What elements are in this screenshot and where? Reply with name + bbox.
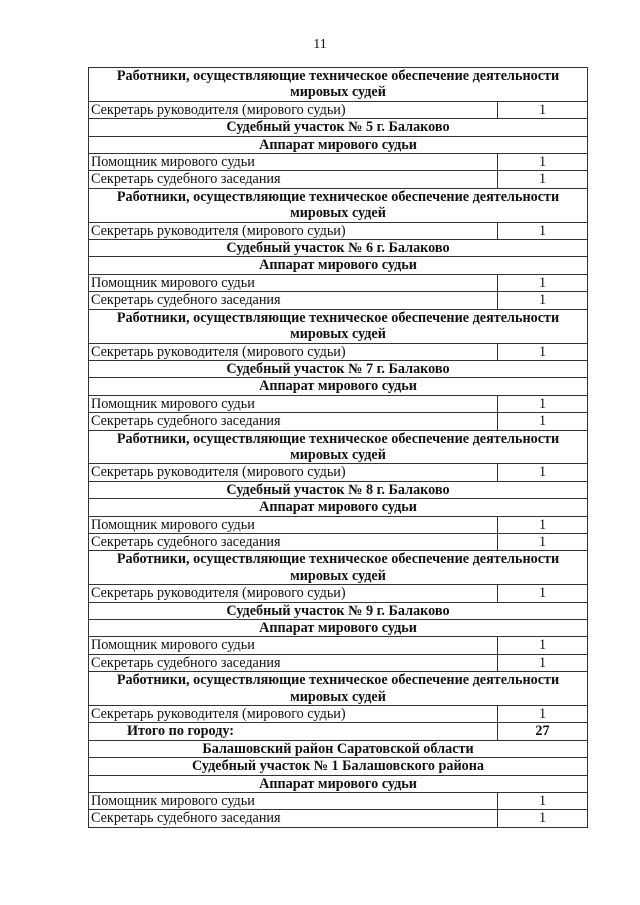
position-name: Секретарь руководителя (мирового судьи) <box>89 464 498 481</box>
section-header: Судебный участок № 1 Балашовского района <box>89 758 588 775</box>
position-name: Секретарь судебного заседания <box>89 654 498 671</box>
section-header: Аппарат мирового судьи <box>89 499 588 516</box>
position-count: 1 <box>497 222 587 239</box>
section-header: Работники, осуществляющие техническое обеспечение деятельности мировых судей <box>89 672 588 706</box>
section-header-row <box>89 136 588 153</box>
position-count: 1 <box>497 637 587 654</box>
total-label: Итого по городу: <box>89 723 498 740</box>
table-row <box>89 706 588 723</box>
section-header-row <box>89 240 588 257</box>
section-header-row <box>89 481 588 498</box>
table-row <box>89 464 588 481</box>
position-name: Секретарь руководителя (мирового судьи) <box>89 222 498 239</box>
table-row <box>89 274 588 291</box>
section-header: Аппарат мирового судьи <box>89 378 588 395</box>
position-name: Помощник мирового судьи <box>89 793 498 810</box>
position-name: Секретарь судебного заседания <box>89 292 498 309</box>
position-name: Секретарь руководителя (мирового судьи) <box>89 101 498 118</box>
position-count: 1 <box>497 810 587 827</box>
total-value: 27 <box>497 723 587 740</box>
table-row <box>89 585 588 602</box>
position-count: 1 <box>497 395 587 412</box>
position-count: 1 <box>497 706 587 723</box>
table-row <box>89 637 588 654</box>
section-header: Работники, осуществляющие техническое обеспечение деятельности мировых судей <box>89 188 588 222</box>
table-row <box>89 810 588 827</box>
position-name: Помощник мирового судьи <box>89 395 498 412</box>
table-row <box>89 343 588 360</box>
position-count: 1 <box>497 274 587 291</box>
position-name: Помощник мирового судьи <box>89 274 498 291</box>
staff-table <box>88 67 588 828</box>
section-header-row <box>89 672 588 706</box>
section-header-row <box>89 378 588 395</box>
position-name: Секретарь судебного заседания <box>89 533 498 550</box>
section-header: Аппарат мирового судьи <box>89 136 588 153</box>
position-name: Секретарь судебного заседания <box>89 810 498 827</box>
position-name: Помощник мирового судьи <box>89 637 498 654</box>
position-count: 1 <box>497 171 587 188</box>
section-header-row <box>89 309 588 343</box>
staff-table-body <box>89 68 588 828</box>
section-header: Аппарат мирового судьи <box>89 257 588 274</box>
position-name: Секретарь руководителя (мирового судьи) <box>89 706 498 723</box>
section-header-row <box>89 499 588 516</box>
table-row <box>89 154 588 171</box>
position-count: 1 <box>497 793 587 810</box>
table-row <box>89 533 588 550</box>
position-count: 1 <box>497 413 587 430</box>
position-name: Секретарь судебного заседания <box>89 413 498 430</box>
page-number: 11 <box>313 37 327 52</box>
position-count: 1 <box>497 154 587 171</box>
section-header: Работники, осуществляющие техническое обеспечение деятельности мировых судей <box>89 551 588 585</box>
section-header: Судебный участок № 5 г. Балаково <box>89 119 588 136</box>
section-header: Работники, осуществляющие техническое обеспечение деятельности мировых судей <box>89 430 588 464</box>
section-header-row <box>89 602 588 619</box>
section-header-row <box>89 119 588 136</box>
section-header: Балашовский район Саратовской области <box>89 740 588 757</box>
position-name: Секретарь руководителя (мирового судьи) <box>89 585 498 602</box>
position-name: Секретарь судебного заседания <box>89 171 498 188</box>
section-header: Работники, осуществляющие техническое обеспечение деятельности мировых судей <box>89 68 588 102</box>
section-header: Работники, осуществляющие техническое обеспечение деятельности мировых судей <box>89 309 588 343</box>
position-count: 1 <box>497 533 587 550</box>
position-count: 1 <box>497 654 587 671</box>
table-row <box>89 413 588 430</box>
table-row <box>89 292 588 309</box>
position-name: Помощник мирового судьи <box>89 154 498 171</box>
section-header-row <box>89 620 588 637</box>
section-header-row <box>89 360 588 377</box>
section-header-row <box>89 551 588 585</box>
section-header-row <box>89 758 588 775</box>
position-count: 1 <box>497 343 587 360</box>
section-header-row <box>89 68 588 102</box>
table-row <box>89 171 588 188</box>
table-row <box>89 101 588 118</box>
section-header-row <box>89 775 588 792</box>
position-count: 1 <box>497 464 587 481</box>
position-name: Помощник мирового судьи <box>89 516 498 533</box>
total-row <box>89 723 588 740</box>
section-header: Судебный участок № 6 г. Балаково <box>89 240 588 257</box>
position-count: 1 <box>497 101 587 118</box>
section-header-row <box>89 257 588 274</box>
table-row <box>89 395 588 412</box>
section-header: Судебный участок № 8 г. Балаково <box>89 481 588 498</box>
section-header-row <box>89 740 588 757</box>
section-header-row <box>89 430 588 464</box>
table-row <box>89 516 588 533</box>
position-count: 1 <box>497 516 587 533</box>
table-row <box>89 654 588 671</box>
position-count: 1 <box>497 585 587 602</box>
position-name: Секретарь руководителя (мирового судьи) <box>89 343 498 360</box>
section-header: Судебный участок № 7 г. Балаково <box>89 360 588 377</box>
section-header-row <box>89 188 588 222</box>
section-header: Аппарат мирового судьи <box>89 620 588 637</box>
section-header: Аппарат мирового судьи <box>89 775 588 792</box>
table-row <box>89 222 588 239</box>
section-header: Судебный участок № 9 г. Балаково <box>89 602 588 619</box>
table-row <box>89 793 588 810</box>
position-count: 1 <box>497 292 587 309</box>
